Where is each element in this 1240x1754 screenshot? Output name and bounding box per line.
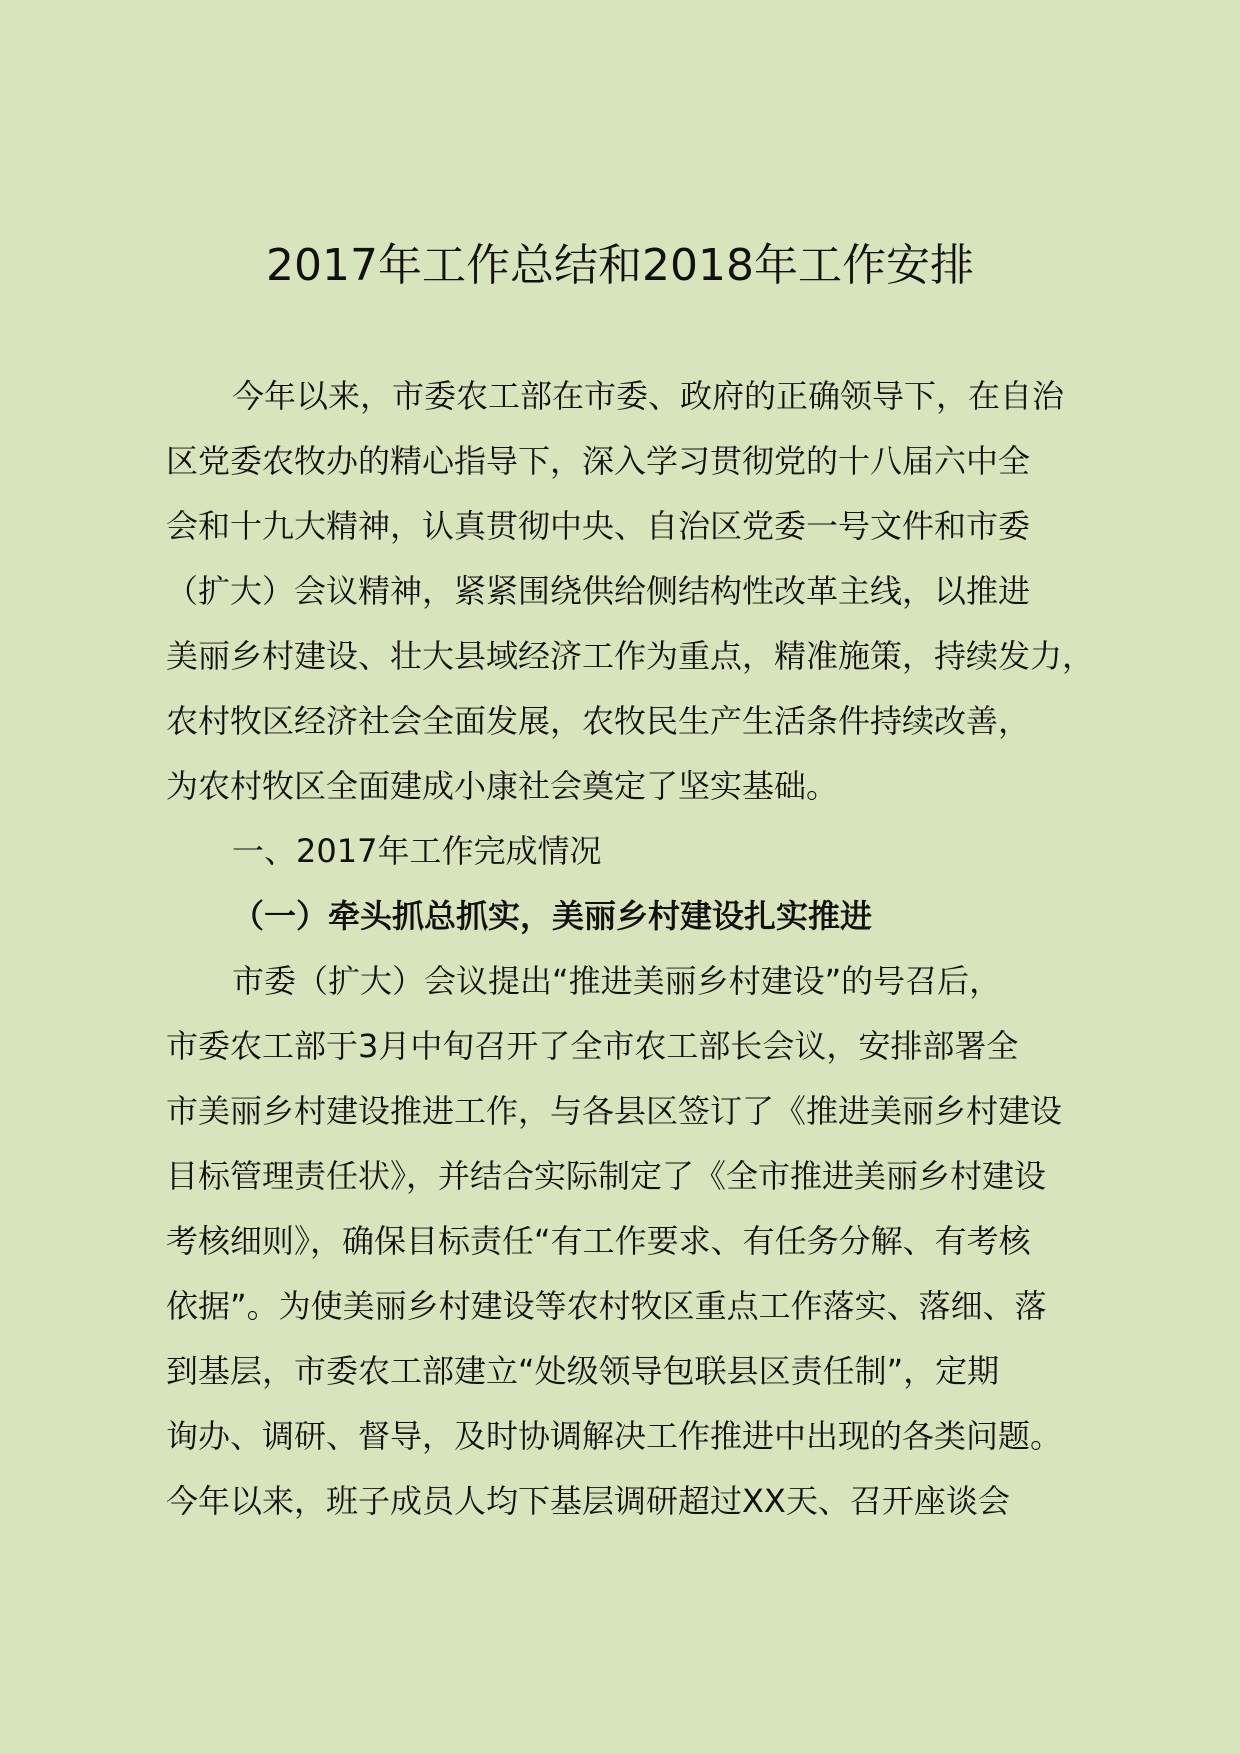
paragraph-2-line-3: 市美丽乡村建设推进工作，与各县区签订了《推进美丽乡村建设	[166, 1092, 1063, 1130]
paragraph-2-line-4: 目标管理责任状》，并结合实际制定了《全市推进美丽乡村建设	[166, 1157, 1047, 1195]
paragraph-2-line-6: 依据”。为使美丽乡村建设等农村牧区重点工作落实、落细、落	[166, 1287, 1047, 1325]
paragraph-1-line-7: 为农村牧区全面建成小康社会奠定了坚实基础。	[166, 767, 839, 805]
paragraph-2-line-1: 市委（扩大）会议提出“推进美丽乡村建设”的号召后，	[232, 962, 1002, 1000]
paragraph-2-line-5: 考核细则》，确保目标责任“有工作要求、有任务分解、有考核	[166, 1222, 1031, 1260]
document-title: 2017年工作总结和2018年工作安排	[266, 240, 974, 291]
paragraph-1-line-1: 今年以来，市委农工部在市委、政府的正确领导下，在自治	[232, 377, 1065, 415]
paragraph-2-line-9: 今年以来，班子成员人均下基层调研超过XX天、召开座谈会	[166, 1482, 1010, 1520]
paragraph-1-line-6: 农村牧区经济社会全面发展，农牧民生产生活条件持续改善，	[166, 702, 1031, 740]
paragraph-1-line-2: 区党委农牧办的精心指导下，深入学习贯彻党的十八届六中全	[166, 442, 1031, 480]
paragraph-1-line-5: 美丽乡村建设、壮大县域经济工作为重点，精准施策，持续发力，	[166, 637, 1095, 675]
document-body	[166, 368, 1106, 1538]
paragraph-1-line-3: 会和十九大精神，认真贯彻中央、自治区党委一号文件和市委	[166, 507, 1031, 545]
paragraph-2-line-7: 到基层，市委农工部建立“处级领导包联县区责任制”，定期	[166, 1352, 1000, 1390]
paragraph-2-line-2: 市委农工部于3月中旬召开了全市农工部长会议，安排部署全	[166, 1027, 1019, 1065]
paragraph-1-line-4: （扩大）会议精神，紧紧围绕供给侧结构性改革主线，以推进	[166, 572, 1031, 610]
subsection-heading-1: （一）牵头抓总抓实，美丽乡村建设扎实推进	[232, 897, 873, 935]
paragraph-2-line-8: 询办、调研、督导，及时协调解决工作推进中出现的各类问题。	[166, 1417, 1063, 1455]
section-heading-1: 一、2017年工作完成情况	[232, 832, 602, 870]
